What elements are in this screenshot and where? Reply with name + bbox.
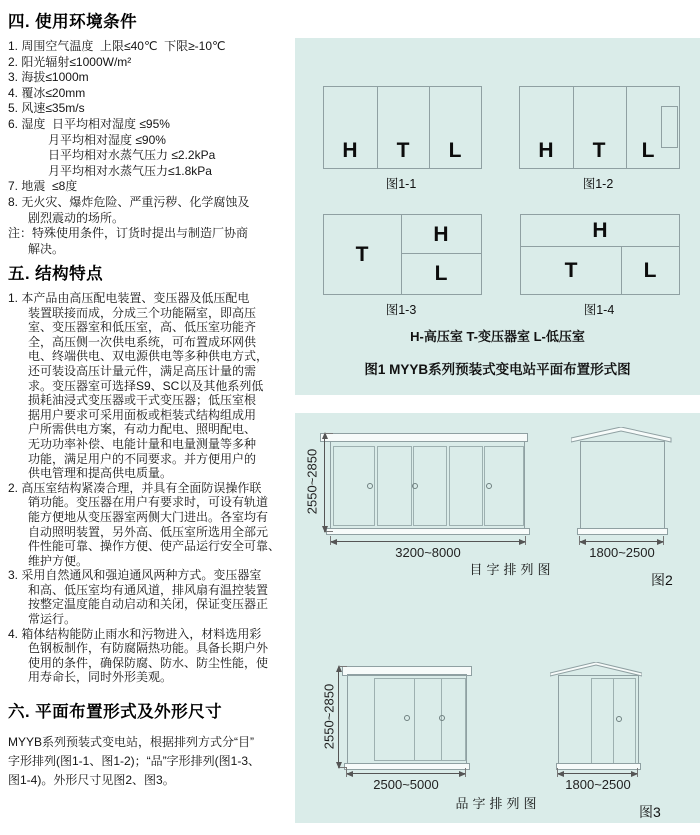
text-line: 维护方便。	[8, 553, 89, 568]
figure-caption: 图1-4	[583, 303, 615, 317]
base-plinth	[326, 528, 530, 535]
room-letter-h: H	[592, 219, 608, 242]
double-door	[591, 678, 636, 764]
divider	[621, 246, 622, 294]
figure-caption: 图1-1	[385, 177, 417, 191]
door	[413, 446, 447, 526]
text-line: 还可装设高压计量元件，满足高压计量的需	[8, 363, 257, 378]
text-line: 全，高压侧一次供电系统，可布置成环网供	[8, 334, 257, 349]
text-line: 室、变压器室和低压室，高、低压室功能齐	[8, 320, 257, 335]
room-letter-l: L	[643, 259, 657, 282]
text-line: 4. 覆冰≤20mm	[8, 85, 86, 100]
door-handle	[412, 483, 418, 489]
cabinet-front-view	[330, 441, 525, 530]
text-line: 7. 地震 ≤8度	[8, 179, 78, 194]
section-structure-features	[8, 260, 296, 685]
text-line: 常运行。	[8, 612, 77, 627]
height-dimension-label: 2550~2850	[304, 448, 320, 515]
door-handle	[616, 716, 622, 722]
text-line: 2. 阳光辐射≤1000W/m²	[8, 54, 132, 69]
text-line: 月平均相对湿度 ≤90%	[8, 132, 166, 147]
text-line: 供电管理和提高供电质量。	[8, 466, 173, 481]
room-letter-l: L	[641, 139, 655, 162]
divider	[521, 246, 679, 247]
door-handle	[486, 483, 492, 489]
width-dimension-label: 1800~2500	[589, 545, 655, 560]
width-dimension-line	[558, 773, 637, 774]
section-title: 五. 结构特点	[8, 265, 104, 283]
divider	[401, 215, 402, 294]
text-line: 日平均相对水蒸气压力 ≤2.2kPa	[8, 148, 216, 163]
text-line: 使用的条件，确保防腐、防水、防尘性能，使	[8, 655, 269, 670]
section-body	[8, 733, 296, 790]
room-letter-t: T	[355, 243, 369, 266]
drawing-caption: 目字排列图	[469, 562, 555, 577]
text-line: 件性能可靠、操作方便、使产品运行安全可靠、	[8, 539, 281, 554]
door-divider	[613, 679, 614, 763]
height-dimension-line	[324, 433, 325, 532]
room-letter-l: L	[448, 139, 462, 162]
text-line: 和高、低压室均有通风道，排风扇有温控装置	[8, 582, 269, 597]
text-line: 据用户要求可采用面板或柜装式结构组成用	[8, 407, 257, 422]
room-letter-h: H	[433, 223, 449, 246]
width-dimension-line	[580, 541, 663, 542]
divider	[573, 87, 574, 168]
room-legend: H-高压室 T-变压器室 L-低压室	[410, 329, 585, 344]
room-letter-h: H	[342, 139, 358, 162]
room-letter-t: T	[396, 139, 410, 162]
section-body	[8, 291, 296, 685]
base-plinth	[344, 763, 470, 770]
text-line: 图1-4)。外形尺寸见图2、图3。	[8, 773, 175, 787]
plan-figure-1-3	[323, 214, 482, 295]
text-line: 解决。	[8, 241, 65, 256]
text-line: 无功功率补偿、电能计量和电量测量等多种	[8, 436, 257, 451]
width-dimension-label: 2500~5000	[373, 777, 439, 792]
figure1-title: 图1 MYYB系列预装式变电站平面布置形式图	[364, 362, 631, 377]
divider	[626, 87, 627, 168]
room-letter-l: L	[434, 262, 448, 285]
base-plinth	[577, 528, 668, 535]
section-title: 四. 使用环境条件	[8, 13, 138, 31]
divider	[429, 87, 430, 168]
text-line: 3. 采用自然通风和强迫通风两种方式。变压器室	[8, 568, 262, 583]
door-handle	[367, 483, 373, 489]
text-line: 1. 本产品由高压配电装置、变压器及低压配电	[8, 291, 250, 305]
text-line: 4. 箱体结构能防止雨水和污物进入，材料选用彩	[8, 626, 262, 641]
text-line: 剧烈震动的场所。	[8, 210, 125, 225]
text-line: 按整定温度能自动启动和关闭，保证变压器正	[8, 597, 269, 612]
width-dimension-label: 1800~2500	[565, 777, 631, 792]
plan-figure-1-2	[519, 86, 680, 169]
text-line: 用寿命长，同时外形美观。	[8, 670, 173, 685]
text-line: 8. 无火灾、爆炸危险、严重污秽、化学腐蚀及	[8, 194, 250, 209]
text-line: 户所需供电方案，有动力配电、照明配电、	[8, 422, 257, 437]
text-line: 字形排列(图1-1、图1-2)；“品”字形排列(图1-3、	[8, 754, 261, 768]
door	[449, 446, 483, 526]
dimensions-panel	[295, 413, 700, 823]
figure-label: 图2	[651, 572, 673, 588]
text-line: 功能，满足用户的不同要求。并方便用户的	[8, 451, 257, 466]
text-line: 销功能。变压器在用户有要求时，可设有轨道	[8, 495, 269, 510]
figure1-panel	[295, 38, 700, 395]
text-line: 6. 湿度 日平均相对湿度 ≤95%	[8, 116, 170, 131]
door	[377, 446, 412, 526]
height-dimension-line	[338, 666, 339, 768]
text-line: 注：特殊使用条件，订货时提出与制造厂协商	[8, 226, 249, 241]
text-line: 2. 高压室结构紧凑合理，并具有全面防误操作联	[8, 480, 262, 495]
text-line: 5. 风速≤35m/s	[8, 101, 85, 116]
door-handle	[439, 715, 445, 721]
door-handle	[404, 715, 410, 721]
divider	[377, 87, 378, 168]
text-line: 自动照明装置，另外高、低压室所选用全部元	[8, 524, 269, 539]
width-dimension-line	[331, 541, 525, 542]
text-line: 求。变压器室可选择S9、SC以及其他系列低	[8, 378, 264, 393]
text-line: 损耗油浸式变压器或干式变压器；低压室根	[8, 393, 257, 408]
cabinet-side-view	[558, 675, 639, 765]
text-line: 1. 周围空气温度 上限≤40℃ 下限≥-10℃	[8, 39, 226, 53]
divider	[401, 253, 481, 254]
room-letter-h: H	[538, 139, 554, 162]
base-plinth	[556, 763, 641, 770]
drawing-caption: 品字排列图	[455, 796, 541, 811]
text-line: 能方便地从变压器室两侧大门进出。各室均有	[8, 509, 269, 524]
text-line: 3. 海拔≤1000m	[8, 70, 89, 85]
room-letter-t: T	[564, 259, 578, 282]
text-line: 月平均相对水蒸气压力≤1.8kPa	[8, 163, 212, 178]
cabinet-side-view	[580, 441, 665, 530]
figure-caption: 图1-3	[385, 303, 417, 317]
room-letter-t: T	[592, 139, 606, 162]
section-title: 六. 平面布置形式及外形尺寸	[8, 703, 223, 721]
section-layout-dimensions	[8, 698, 296, 790]
text-line: 电、终端供电、双电源供电等多种供电方式，	[8, 349, 269, 364]
figure-label: 图3	[639, 804, 661, 820]
text-line: MYYB系列预装式变电站，根据排列方式分“目”	[8, 735, 255, 749]
height-dimension-label: 2550~2850	[321, 683, 337, 750]
section-body	[8, 39, 296, 257]
text-line: 色钢板制作，有防腐隔热功能。具备长期户外	[8, 641, 269, 656]
width-dimension-line	[347, 773, 465, 774]
small-compartment	[661, 106, 678, 148]
cabinet-front-view	[347, 674, 467, 765]
plan-figure-1-1	[323, 86, 482, 169]
text-line: 装置联接而成，分成三个功能隔室，即高压	[8, 305, 257, 320]
figure-caption: 图1-2	[582, 177, 614, 191]
width-dimension-label: 3200~8000	[395, 545, 461, 560]
section-usage-conditions	[8, 8, 296, 257]
plan-figure-1-4	[520, 214, 680, 295]
